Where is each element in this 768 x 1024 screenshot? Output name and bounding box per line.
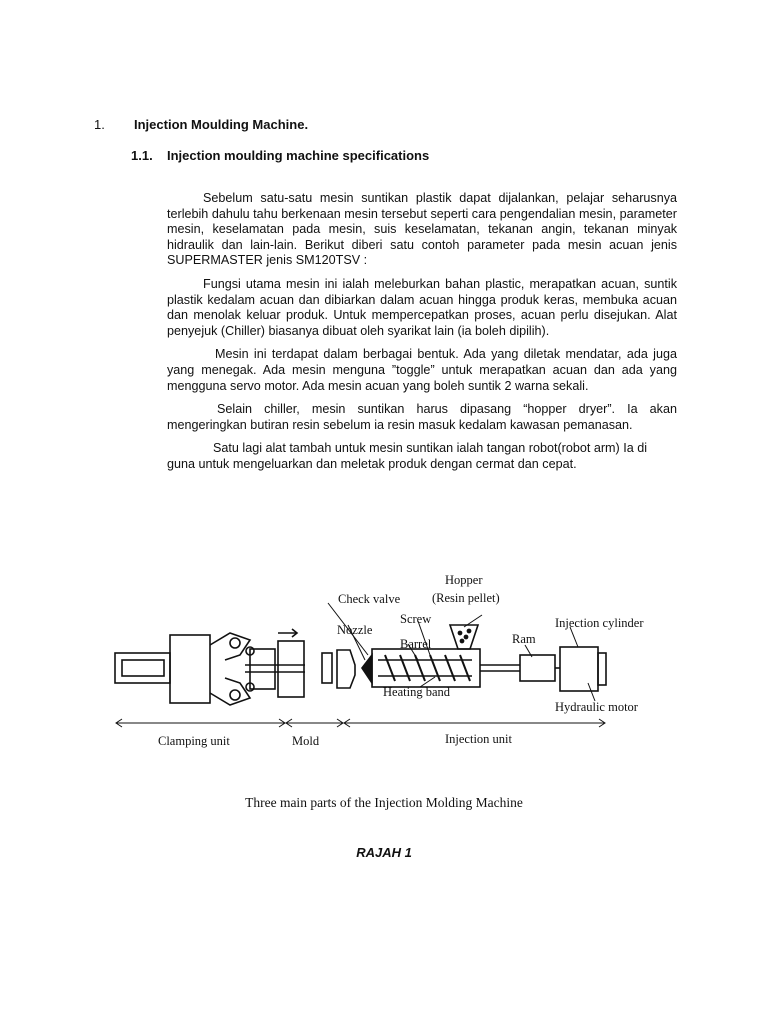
- paragraph-1: Sebelum satu-satu mesin suntikan plastik dapat dijalankan, pelajar seharusnya terlebih dahulu tahu berkenaan mesin tersebut seperti cara pengendalian mesin, parameter mesin, keselamatan pada mesin, suis keselamatan, tekanan angin, tekanan minyak hidraulik dan lain-lain. Berikut diberi satu contoh parameter pada mesin acuan jenis SUPERMASTER jenis SM120TSV :: [167, 191, 677, 268]
- subsection-title: Injection moulding machine specifications: [167, 148, 430, 163]
- label-clamping-unit: Clamping unit: [158, 734, 230, 748]
- clamp-cylinder-shape: [115, 653, 170, 683]
- label-injection-unit: Injection unit: [445, 732, 512, 746]
- label-hydraulic-motor: Hydraulic motor: [555, 700, 638, 714]
- subsection-number: 1.1.: [131, 148, 153, 163]
- label-ram: Ram: [512, 632, 536, 646]
- label-heating-band: Heating band: [383, 685, 450, 699]
- diagram-caption: Three main parts of the Injection Molding Machine: [245, 795, 523, 810]
- paragraph-2: Fungsi utama mesin ini ialah meleburkan bahan plastic, merapatkan acuan, suntik plastik kedalam acuan dan dibiarkan dalam acuan hingga produk keras, membuka acuan dan menolak keluar produk. Untuk mempercepatkan proses, acuan perlu disejukan. Alat penyejuk (Chiller) biasanya dibuat oleh syarikat lain (ia boleh dipilih).: [167, 276, 677, 338]
- label-injection-cylinder: Injection cylinder: [555, 616, 644, 630]
- body-text: [167, 191, 677, 481]
- figure-label: RAJAH 1: [356, 845, 412, 860]
- label-nozzle: Nozzle: [337, 623, 373, 637]
- section-title: Injection Moulding Machine.: [134, 117, 309, 132]
- injection-machine-diagram: [100, 565, 670, 765]
- label-barrel: Barrel: [400, 637, 432, 651]
- label-check-valve: Check valve: [338, 592, 401, 606]
- label-mold: Mold: [292, 734, 320, 748]
- paragraph-5: Satu lagi alat tambah untuk mesin suntikan ialah tangan robot(robot arm) Ia di guna untuk mengeluarkan dan meletak produk dengan cermat dan cepat.: [167, 441, 648, 471]
- machine-drawing: [100, 565, 670, 765]
- paragraph-3: Mesin ini terdapat dalam berbagai bentuk. Ada yang diletak mendatar, ada juga yang menegak. Ada mesin menguna ”toggle” untuk merapatkan acuan dan ada yang mengguna servo motor. Ada mesin acuan yang boleh suntik 2 warna sekali.: [167, 347, 677, 393]
- label-hopper: Hopper: [445, 573, 483, 587]
- barrel-shape: [372, 649, 480, 687]
- clamp-plate-shape: [170, 635, 210, 703]
- section-number: 1.: [94, 117, 105, 132]
- paragraph-4: Selain chiller, mesin suntikan harus dipasang “hopper dryer”. Ia akan mengeringkan butiran resin sebelum ia resin masuk kedalam kawasan pemanasan.: [167, 402, 677, 432]
- ram-shape: [520, 655, 555, 681]
- moving-platen-shape: [278, 641, 304, 697]
- label-screw: Screw: [400, 612, 432, 626]
- mold-left-shape: [322, 653, 332, 683]
- mold-right-shape: [337, 650, 355, 688]
- injection-cylinder-shape: [560, 647, 598, 691]
- label-resin-pellet: (Resin pellet): [432, 591, 500, 605]
